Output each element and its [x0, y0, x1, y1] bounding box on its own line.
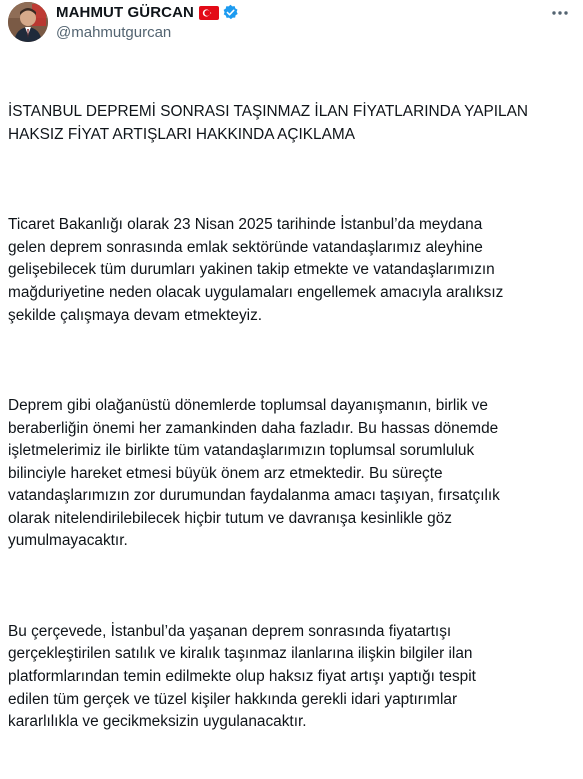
name-row — [56, 2, 239, 23]
tweet-heading: İSTANBUL DEPREMİ SONRASI TAŞINMAZ İLAN FİYATLARINDA YAPILAN HAKSIZ FİYAT ARTIŞLARI HAKKINDA AÇIKLAMA — [8, 103, 528, 143]
turkey-flag-icon — [199, 6, 219, 20]
tweet-paragraph: Ticaret Bakanlığı olarak 23 Nisan 2025 tarihinde İstanbul’da meydana gelen deprem sonrasında emlak sektöründe vatandaşlarımız aleyhine gelişebilecek tüm durumları yakinen takip etmekte ve vatandaşlarımızın mağduriyetine neden olacak uygulamaları engellemek amacıyla aralıksız şekilde çalışmaya devam etmekteyiz. — [8, 216, 504, 324]
tweet-text — [8, 56, 575, 779]
tweet-paragraph: Bu çerçevede, İstanbul’da yaşanan deprem sonrasında fiyatartışı gerçekleştirilen satılık ve kiralık taşınmaz ilanlarına ilişkin bilgiler ilan platformlarından temin edilmekte olup haksız fiyat artışı yaptığı tespit edilen tüm gerçek ve tüzel kişiler hakkında gerekli idari yaptırımlar kararlılıkla ve gecikmeksizin uygulanacaktır. — [8, 622, 476, 731]
tweet-header — [8, 2, 575, 46]
avatar-image — [8, 2, 48, 42]
author-display-name[interactable]: MAHMUT GÜRCAN — [56, 4, 194, 21]
more-options-icon[interactable] — [549, 4, 571, 22]
avatar[interactable] — [8, 2, 48, 42]
verified-badge-icon[interactable] — [222, 4, 239, 21]
author-block — [56, 2, 239, 41]
tweet-paragraph: Deprem gibi olağanüstü dönemlerde toplumsal dayanışmanın, birlik ve beraberliğin önemi her zamankinden daha fazladır. Bu hassas dönemde işletmelerimiz ile birlikte tüm vatandaşlarımızın toplumsal sorumluluk bilinciyle hareket etmesi büyük önem arz etmektedir. Bu süreçte vatandaşlarımızın zor durumundan faydalanma amacı taşıyan, fırsatçılık olarak nitelendirilebilecek hiçbir tutum ve davranışa kesinlikle göz yumulmayacaktır. — [8, 396, 500, 550]
author-handle[interactable]: @mahmutgurcan — [56, 24, 172, 41]
